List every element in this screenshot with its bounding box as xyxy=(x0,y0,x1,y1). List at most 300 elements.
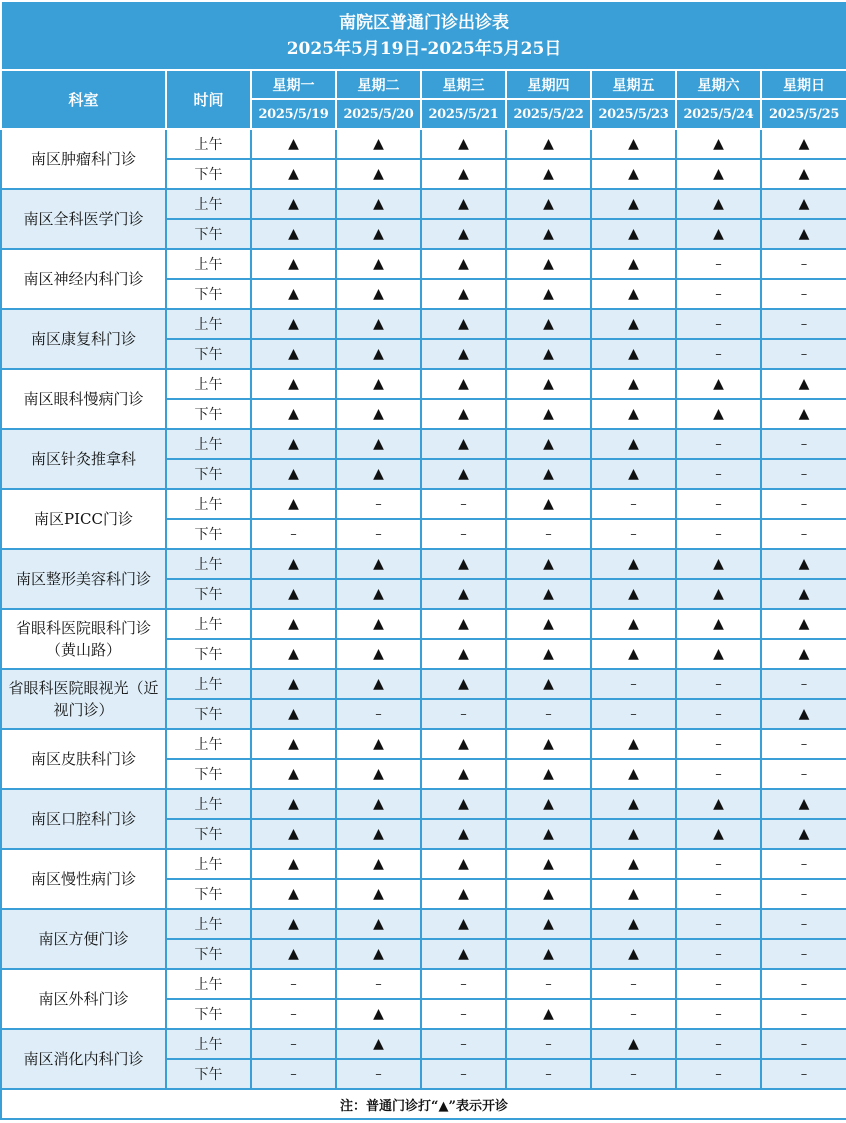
open-mark: ▲ xyxy=(251,909,336,939)
open-mark: ▲ xyxy=(421,609,506,639)
closed-mark: – xyxy=(676,1059,761,1089)
closed-mark: – xyxy=(761,669,846,699)
period-label: 下午 xyxy=(166,759,251,789)
closed-mark: – xyxy=(676,489,761,519)
closed-mark: – xyxy=(761,1029,846,1059)
schedule-row xyxy=(1,429,846,459)
closed-mark: – xyxy=(421,699,506,729)
open-mark: ▲ xyxy=(251,549,336,579)
open-mark: ▲ xyxy=(336,849,421,879)
closed-mark: – xyxy=(591,669,676,699)
schedule-row xyxy=(1,309,846,339)
open-mark: ▲ xyxy=(421,579,506,609)
closed-mark: – xyxy=(676,969,761,999)
open-mark: ▲ xyxy=(506,279,591,309)
open-mark: ▲ xyxy=(251,699,336,729)
closed-mark: – xyxy=(761,489,846,519)
open-mark: ▲ xyxy=(336,159,421,189)
closed-mark: – xyxy=(676,309,761,339)
open-mark: ▲ xyxy=(761,549,846,579)
open-mark: ▲ xyxy=(251,249,336,279)
open-mark: ▲ xyxy=(506,219,591,249)
open-mark: ▲ xyxy=(421,249,506,279)
title-line-2: 2025年5月19日-2025年5月25日 xyxy=(286,38,562,59)
open-mark: ▲ xyxy=(251,219,336,249)
open-mark: ▲ xyxy=(251,789,336,819)
open-mark: ▲ xyxy=(421,549,506,579)
closed-mark: – xyxy=(251,519,336,549)
department-name: 南区全科医学门诊 xyxy=(1,189,166,249)
closed-mark: – xyxy=(251,1029,336,1059)
open-mark: ▲ xyxy=(336,369,421,399)
closed-mark: – xyxy=(251,1059,336,1089)
open-mark: ▲ xyxy=(506,459,591,489)
closed-mark: – xyxy=(591,999,676,1029)
closed-mark: – xyxy=(336,519,421,549)
header-date: 2025/5/22 xyxy=(506,99,591,129)
open-mark: ▲ xyxy=(506,429,591,459)
open-mark: ▲ xyxy=(506,849,591,879)
open-mark: ▲ xyxy=(251,669,336,699)
open-mark: ▲ xyxy=(676,579,761,609)
open-mark: ▲ xyxy=(421,879,506,909)
closed-mark: – xyxy=(251,999,336,1029)
closed-mark: – xyxy=(676,699,761,729)
closed-mark: – xyxy=(761,879,846,909)
header-date: 2025/5/20 xyxy=(336,99,421,129)
period-label: 上午 xyxy=(166,369,251,399)
closed-mark: – xyxy=(336,1059,421,1089)
schedule-row xyxy=(1,249,846,279)
closed-mark: – xyxy=(506,519,591,549)
closed-mark: – xyxy=(761,519,846,549)
department-name: 南区神经内科门诊 xyxy=(1,249,166,309)
open-mark: ▲ xyxy=(251,459,336,489)
closed-mark: – xyxy=(676,519,761,549)
period-label: 上午 xyxy=(166,789,251,819)
open-mark: ▲ xyxy=(421,129,506,159)
open-mark: ▲ xyxy=(336,459,421,489)
open-mark: ▲ xyxy=(676,219,761,249)
open-mark: ▲ xyxy=(591,129,676,159)
department-name: 南区皮肤科门诊 xyxy=(1,729,166,789)
open-mark: ▲ xyxy=(251,609,336,639)
schedule-row xyxy=(1,489,846,519)
open-mark: ▲ xyxy=(676,549,761,579)
open-mark: ▲ xyxy=(251,159,336,189)
open-mark: ▲ xyxy=(251,309,336,339)
open-mark: ▲ xyxy=(676,609,761,639)
department-name: 南区方便门诊 xyxy=(1,909,166,969)
period-label: 上午 xyxy=(166,429,251,459)
period-label: 下午 xyxy=(166,399,251,429)
open-mark: ▲ xyxy=(506,999,591,1029)
open-mark: ▲ xyxy=(591,399,676,429)
closed-mark: – xyxy=(761,729,846,759)
open-mark: ▲ xyxy=(506,249,591,279)
header-day: 星期六 xyxy=(676,70,761,99)
open-mark: ▲ xyxy=(336,429,421,459)
open-mark: ▲ xyxy=(506,939,591,969)
open-mark: ▲ xyxy=(421,729,506,759)
schedule-row xyxy=(1,1029,846,1059)
open-mark: ▲ xyxy=(506,669,591,699)
schedule-row xyxy=(1,669,846,699)
open-mark: ▲ xyxy=(251,819,336,849)
closed-mark: – xyxy=(676,339,761,369)
open-mark: ▲ xyxy=(421,189,506,219)
open-mark: ▲ xyxy=(421,219,506,249)
period-label: 下午 xyxy=(166,999,251,1029)
period-label: 下午 xyxy=(166,519,251,549)
open-mark: ▲ xyxy=(676,369,761,399)
schedule-row xyxy=(1,729,846,759)
header-date: 2025/5/24 xyxy=(676,99,761,129)
open-mark: ▲ xyxy=(336,279,421,309)
open-mark: ▲ xyxy=(591,939,676,969)
closed-mark: – xyxy=(761,759,846,789)
open-mark: ▲ xyxy=(251,129,336,159)
header-date: 2025/5/23 xyxy=(591,99,676,129)
open-mark: ▲ xyxy=(336,189,421,219)
open-mark: ▲ xyxy=(676,819,761,849)
open-mark: ▲ xyxy=(676,639,761,669)
department-name: 南区外科门诊 xyxy=(1,969,166,1029)
open-mark: ▲ xyxy=(336,759,421,789)
open-mark: ▲ xyxy=(676,129,761,159)
period-label: 下午 xyxy=(166,639,251,669)
closed-mark: – xyxy=(761,939,846,969)
period-label: 下午 xyxy=(166,1059,251,1089)
closed-mark: – xyxy=(336,969,421,999)
schedule-row xyxy=(1,369,846,399)
department-name: 省眼科医院眼视光（近视门诊） xyxy=(1,669,166,729)
open-mark: ▲ xyxy=(591,369,676,399)
closed-mark: – xyxy=(761,309,846,339)
open-mark: ▲ xyxy=(506,549,591,579)
header-day: 星期一 xyxy=(251,70,336,99)
open-mark: ▲ xyxy=(506,309,591,339)
closed-mark: – xyxy=(676,1029,761,1059)
open-mark: ▲ xyxy=(336,549,421,579)
header-date: 2025/5/19 xyxy=(251,99,336,129)
period-label: 下午 xyxy=(166,939,251,969)
open-mark: ▲ xyxy=(251,849,336,879)
period-label: 下午 xyxy=(166,459,251,489)
header-date: 2025/5/25 xyxy=(761,99,846,129)
open-mark: ▲ xyxy=(676,159,761,189)
header-day: 星期二 xyxy=(336,70,421,99)
department-name: 南区消化内科门诊 xyxy=(1,1029,166,1089)
closed-mark: – xyxy=(761,279,846,309)
closed-mark: – xyxy=(676,879,761,909)
closed-mark: – xyxy=(336,699,421,729)
table-title xyxy=(1,1,846,70)
open-mark: ▲ xyxy=(591,429,676,459)
open-mark: ▲ xyxy=(421,309,506,339)
closed-mark: – xyxy=(761,429,846,459)
closed-mark: – xyxy=(591,699,676,729)
department-name: 南区针灸推拿科 xyxy=(1,429,166,489)
schedule-row xyxy=(1,549,846,579)
closed-mark: – xyxy=(591,489,676,519)
title-line-1: 南院区普通门诊出诊表 xyxy=(339,12,510,33)
period-label: 上午 xyxy=(166,729,251,759)
open-mark: ▲ xyxy=(251,369,336,399)
header-dept: 科室 xyxy=(1,70,166,129)
department-name: 南区肿瘤科门诊 xyxy=(1,129,166,189)
open-mark: ▲ xyxy=(251,729,336,759)
period-label: 上午 xyxy=(166,189,251,219)
closed-mark: – xyxy=(761,999,846,1029)
open-mark: ▲ xyxy=(761,369,846,399)
open-mark: ▲ xyxy=(251,579,336,609)
open-mark: ▲ xyxy=(761,819,846,849)
closed-mark: – xyxy=(421,519,506,549)
open-mark: ▲ xyxy=(506,159,591,189)
header-day: 星期四 xyxy=(506,70,591,99)
closed-mark: – xyxy=(676,669,761,699)
header-date: 2025/5/21 xyxy=(421,99,506,129)
open-mark: ▲ xyxy=(336,129,421,159)
closed-mark: – xyxy=(421,1059,506,1089)
open-mark: ▲ xyxy=(761,579,846,609)
schedule-row xyxy=(1,969,846,999)
header-day: 星期三 xyxy=(421,70,506,99)
open-mark: ▲ xyxy=(591,789,676,819)
closed-mark: – xyxy=(761,339,846,369)
department-name: 南区口腔科门诊 xyxy=(1,789,166,849)
closed-mark: – xyxy=(506,1029,591,1059)
open-mark: ▲ xyxy=(506,189,591,219)
open-mark: ▲ xyxy=(591,279,676,309)
period-label: 下午 xyxy=(166,219,251,249)
open-mark: ▲ xyxy=(421,159,506,189)
closed-mark: – xyxy=(421,969,506,999)
open-mark: ▲ xyxy=(506,489,591,519)
open-mark: ▲ xyxy=(506,609,591,639)
open-mark: ▲ xyxy=(506,759,591,789)
schedule-body xyxy=(1,129,846,1089)
open-mark: ▲ xyxy=(336,729,421,759)
open-mark: ▲ xyxy=(761,219,846,249)
open-mark: ▲ xyxy=(421,849,506,879)
period-label: 上午 xyxy=(166,969,251,999)
closed-mark: – xyxy=(676,429,761,459)
open-mark: ▲ xyxy=(421,339,506,369)
schedule-row xyxy=(1,909,846,939)
closed-mark: – xyxy=(761,1059,846,1089)
open-mark: ▲ xyxy=(336,819,421,849)
open-mark: ▲ xyxy=(676,399,761,429)
closed-mark: – xyxy=(591,519,676,549)
open-mark: ▲ xyxy=(761,159,846,189)
open-mark: ▲ xyxy=(421,789,506,819)
open-mark: ▲ xyxy=(251,879,336,909)
open-mark: ▲ xyxy=(336,909,421,939)
open-mark: ▲ xyxy=(506,819,591,849)
open-mark: ▲ xyxy=(676,189,761,219)
open-mark: ▲ xyxy=(506,879,591,909)
open-mark: ▲ xyxy=(251,489,336,519)
open-mark: ▲ xyxy=(591,879,676,909)
open-mark: ▲ xyxy=(336,999,421,1029)
closed-mark: – xyxy=(676,999,761,1029)
closed-mark: – xyxy=(676,939,761,969)
schedule-row xyxy=(1,849,846,879)
closed-mark: – xyxy=(761,249,846,279)
department-name: 南区康复科门诊 xyxy=(1,309,166,369)
closed-mark: – xyxy=(676,279,761,309)
open-mark: ▲ xyxy=(251,939,336,969)
schedule-row xyxy=(1,129,846,159)
open-mark: ▲ xyxy=(761,699,846,729)
open-mark: ▲ xyxy=(251,759,336,789)
period-label: 上午 xyxy=(166,489,251,519)
closed-mark: – xyxy=(761,969,846,999)
open-mark: ▲ xyxy=(421,369,506,399)
open-mark: ▲ xyxy=(506,729,591,759)
open-mark: ▲ xyxy=(421,909,506,939)
open-mark: ▲ xyxy=(506,369,591,399)
closed-mark: – xyxy=(251,969,336,999)
open-mark: ▲ xyxy=(421,399,506,429)
open-mark: ▲ xyxy=(761,129,846,159)
closed-mark: – xyxy=(761,849,846,879)
open-mark: ▲ xyxy=(336,879,421,909)
open-mark: ▲ xyxy=(506,129,591,159)
open-mark: ▲ xyxy=(421,669,506,699)
department-name: 南区整形美容科门诊 xyxy=(1,549,166,609)
open-mark: ▲ xyxy=(251,279,336,309)
period-label: 下午 xyxy=(166,279,251,309)
open-mark: ▲ xyxy=(591,339,676,369)
closed-mark: – xyxy=(676,849,761,879)
period-label: 上午 xyxy=(166,1029,251,1059)
open-mark: ▲ xyxy=(336,399,421,429)
department-name: 南区PICC门诊 xyxy=(1,489,166,549)
period-label: 上午 xyxy=(166,669,251,699)
schedule-row xyxy=(1,789,846,819)
open-mark: ▲ xyxy=(336,579,421,609)
open-mark: ▲ xyxy=(251,339,336,369)
open-mark: ▲ xyxy=(421,819,506,849)
open-mark: ▲ xyxy=(506,399,591,429)
open-mark: ▲ xyxy=(336,309,421,339)
open-mark: ▲ xyxy=(251,189,336,219)
closed-mark: – xyxy=(506,969,591,999)
closed-mark: – xyxy=(676,909,761,939)
department-name: 南区眼科慢病门诊 xyxy=(1,369,166,429)
period-label: 下午 xyxy=(166,819,251,849)
department-name: 省眼科医院眼科门诊（黄山路） xyxy=(1,609,166,669)
closed-mark: – xyxy=(676,759,761,789)
period-label: 下午 xyxy=(166,579,251,609)
open-mark: ▲ xyxy=(761,399,846,429)
open-mark: ▲ xyxy=(421,639,506,669)
open-mark: ▲ xyxy=(591,1029,676,1059)
open-mark: ▲ xyxy=(591,849,676,879)
period-label: 下午 xyxy=(166,159,251,189)
open-mark: ▲ xyxy=(336,1029,421,1059)
open-mark: ▲ xyxy=(336,249,421,279)
period-label: 上午 xyxy=(166,249,251,279)
header-day: 星期日 xyxy=(761,70,846,99)
closed-mark: – xyxy=(421,999,506,1029)
open-mark: ▲ xyxy=(506,909,591,939)
open-mark: ▲ xyxy=(336,939,421,969)
open-mark: ▲ xyxy=(591,159,676,189)
open-mark: ▲ xyxy=(761,189,846,219)
open-mark: ▲ xyxy=(251,399,336,429)
open-mark: ▲ xyxy=(336,669,421,699)
closed-mark: – xyxy=(506,1059,591,1089)
open-mark: ▲ xyxy=(421,429,506,459)
open-mark: ▲ xyxy=(591,189,676,219)
open-mark: ▲ xyxy=(251,639,336,669)
open-mark: ▲ xyxy=(506,639,591,669)
open-mark: ▲ xyxy=(761,789,846,819)
open-mark: ▲ xyxy=(591,579,676,609)
open-mark: ▲ xyxy=(421,459,506,489)
open-mark: ▲ xyxy=(591,249,676,279)
period-label: 下午 xyxy=(166,699,251,729)
closed-mark: – xyxy=(676,459,761,489)
period-label: 上午 xyxy=(166,309,251,339)
schedule-row xyxy=(1,189,846,219)
closed-mark: – xyxy=(761,909,846,939)
open-mark: ▲ xyxy=(591,549,676,579)
period-label: 下午 xyxy=(166,339,251,369)
period-label: 上午 xyxy=(166,549,251,579)
closed-mark: – xyxy=(761,459,846,489)
closed-mark: – xyxy=(506,699,591,729)
open-mark: ▲ xyxy=(421,939,506,969)
open-mark: ▲ xyxy=(336,339,421,369)
header-day: 星期五 xyxy=(591,70,676,99)
closed-mark: – xyxy=(676,249,761,279)
period-label: 上午 xyxy=(166,609,251,639)
open-mark: ▲ xyxy=(591,639,676,669)
open-mark: ▲ xyxy=(591,309,676,339)
open-mark: ▲ xyxy=(506,789,591,819)
open-mark: ▲ xyxy=(336,789,421,819)
open-mark: ▲ xyxy=(591,609,676,639)
closed-mark: – xyxy=(676,729,761,759)
open-mark: ▲ xyxy=(676,789,761,819)
open-mark: ▲ xyxy=(336,219,421,249)
open-mark: ▲ xyxy=(421,759,506,789)
open-mark: ▲ xyxy=(251,429,336,459)
open-mark: ▲ xyxy=(591,729,676,759)
open-mark: ▲ xyxy=(591,219,676,249)
closed-mark: – xyxy=(591,1059,676,1089)
open-mark: ▲ xyxy=(336,639,421,669)
closed-mark: – xyxy=(591,969,676,999)
open-mark: ▲ xyxy=(591,459,676,489)
open-mark: ▲ xyxy=(336,609,421,639)
department-name: 南区慢性病门诊 xyxy=(1,849,166,909)
legend-note: 注：普通门诊打“▲”表示开诊 xyxy=(1,1089,846,1119)
period-label: 下午 xyxy=(166,879,251,909)
open-mark: ▲ xyxy=(506,339,591,369)
open-mark: ▲ xyxy=(591,909,676,939)
open-mark: ▲ xyxy=(761,609,846,639)
open-mark: ▲ xyxy=(591,819,676,849)
schedule-row xyxy=(1,609,846,639)
closed-mark: – xyxy=(421,489,506,519)
open-mark: ▲ xyxy=(591,759,676,789)
